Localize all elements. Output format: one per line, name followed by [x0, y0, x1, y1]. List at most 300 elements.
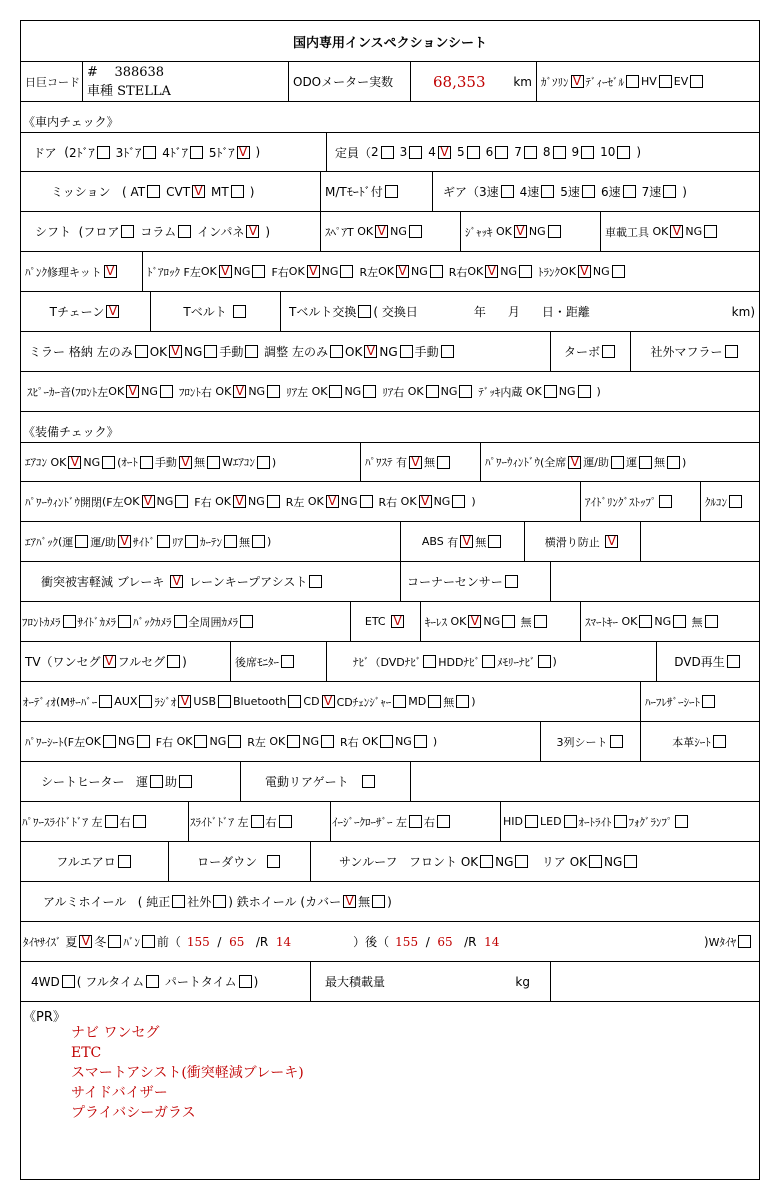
sp-deck-label: ﾃﾞｯｷ内蔵	[478, 385, 523, 399]
power-seat-label: ﾊﾟﾜｰｼｰﾄ	[25, 735, 64, 749]
sh-pass-label: 助	[165, 775, 178, 789]
cap6-checkbox[interactable]	[495, 146, 508, 159]
w-tire-checkbox[interactable]	[738, 935, 751, 948]
aircon-ng-checkbox[interactable]	[102, 456, 115, 469]
cover-checkbox[interactable]	[343, 895, 356, 908]
rear-gate-cell	[241, 762, 411, 801]
pw-dp-checkbox[interactable]	[611, 456, 624, 469]
fold-ok-checkbox[interactable]	[169, 345, 182, 358]
alu-wheel-label: アルミホイール	[43, 895, 127, 909]
paren-close: )	[228, 894, 233, 909]
autolight-label: ｵｰﾄﾗｲﾄ	[578, 815, 612, 829]
mirror-label: ミラー	[29, 345, 66, 359]
year-label: 年	[473, 305, 486, 319]
change-date-label: 交換日	[381, 305, 418, 319]
dl-rl-ng[interactable]	[430, 265, 443, 278]
ab-side-label: ｻｲﾄﾞ	[133, 535, 156, 549]
smartkey-ng-checkbox[interactable]	[673, 615, 686, 628]
tools-ok-checkbox[interactable]	[670, 225, 683, 238]
at-checkbox[interactable]	[147, 185, 160, 198]
ps-rr-ok[interactable]	[380, 735, 393, 748]
paren-open: (	[64, 145, 69, 159]
parttime-checkbox[interactable]	[239, 975, 252, 988]
wheel-none-checkbox[interactable]	[372, 895, 385, 908]
smartkey-ng-label: NG	[654, 615, 672, 628]
dl-rl-ok[interactable]	[396, 265, 409, 278]
doorlock-label: ﾄﾞｱﾛｯｸ	[147, 265, 180, 279]
hid-checkbox[interactable]	[525, 815, 538, 828]
ec-left-checkbox[interactable]	[409, 815, 422, 828]
gear7-checkbox[interactable]	[663, 185, 676, 198]
cap4-checkbox[interactable]	[438, 146, 451, 159]
tbelt-cell	[151, 292, 281, 331]
paren-close: )	[182, 654, 187, 669]
fold-left-checkbox[interactable]	[135, 345, 148, 358]
ps-fl-ng[interactable]	[137, 735, 150, 748]
floor-checkbox[interactable]	[121, 225, 134, 238]
stock-no: 388638	[114, 64, 165, 80]
jack-ng-label: NG	[528, 225, 546, 238]
fuel-hv-checkbox[interactable]	[659, 75, 672, 88]
sunroof-rear-ok-checkbox[interactable]	[589, 855, 602, 868]
sp-deck-ng[interactable]	[578, 385, 591, 398]
keyless-none-checkbox[interactable]	[534, 615, 547, 628]
aircon-manual-label: 手動	[154, 456, 177, 469]
oneseg-label: ワンセグ	[52, 655, 101, 669]
ec-right-label: 右	[424, 815, 435, 829]
side-camera-label: ｻｲﾄﾞｶﾒﾗ	[77, 615, 116, 629]
tchain-cell	[21, 292, 151, 331]
keyless-ok-checkbox[interactable]	[468, 615, 481, 628]
pw-d-label: 運	[626, 456, 638, 469]
winter-checkbox[interactable]	[108, 935, 121, 948]
ab-none-label: 無	[239, 535, 251, 549]
audio-bt-label: Bluetooth	[233, 695, 287, 708]
idlestop-checkbox[interactable]	[659, 495, 672, 508]
sp-fr-ng[interactable]	[267, 385, 280, 398]
cap8-checkbox[interactable]	[553, 146, 566, 159]
side-camera-checkbox[interactable]	[118, 615, 131, 628]
cap5-checkbox[interactable]	[467, 146, 480, 159]
spare-ng-checkbox[interactable]	[409, 225, 422, 238]
navi-hdd-checkbox[interactable]	[482, 655, 495, 668]
adjust-left-checkbox[interactable]	[330, 345, 343, 358]
ab-side-checkbox[interactable]	[157, 535, 170, 548]
sp-rr-ok[interactable]	[426, 385, 439, 398]
cap2-checkbox[interactable]	[381, 146, 394, 159]
pwo-rl-label: R左	[285, 495, 305, 509]
aircon-none-checkbox[interactable]	[207, 456, 220, 469]
aero-cell	[21, 842, 169, 881]
door3-checkbox[interactable]	[143, 146, 156, 159]
paren-open: (	[63, 735, 68, 748]
gear3-checkbox[interactable]	[501, 185, 514, 198]
gear-label: ギア（	[443, 185, 480, 199]
jack-ok-checkbox[interactable]	[514, 225, 527, 238]
dl-trunk-ng[interactable]	[612, 265, 625, 278]
ab-rear-checkbox[interactable]	[185, 535, 198, 548]
pr-item: スマートアシスト(衝突軽減ブレーキ)	[71, 1065, 304, 1081]
sd-left-checkbox[interactable]	[251, 815, 264, 828]
idlestop-cell	[581, 482, 701, 521]
jack-ng-checkbox[interactable]	[548, 225, 561, 238]
audio-label: ｵｰﾃﾞｨｵ	[23, 695, 56, 709]
cap7-checkbox[interactable]	[524, 146, 537, 159]
pwo-fr-ok[interactable]	[233, 495, 246, 508]
dl-fr-ng[interactable]	[340, 265, 353, 278]
lanekeep-checkbox[interactable]	[309, 575, 322, 588]
psd-left-checkbox[interactable]	[105, 815, 118, 828]
pwo-rr-ng[interactable]	[452, 495, 465, 508]
sp-rl-ng[interactable]	[363, 385, 376, 398]
rear-monitor-cell	[231, 642, 327, 681]
sh-pass-checkbox[interactable]	[179, 775, 192, 788]
aircon-none-label: 無	[193, 456, 205, 469]
aftermarket-checkbox[interactable]	[213, 895, 226, 908]
paren-close: )	[471, 495, 476, 508]
dl-rr-ok[interactable]	[485, 265, 498, 278]
floor-label: フロア	[83, 225, 120, 239]
van-label: ﾊﾞﾝ	[123, 935, 140, 949]
stock-no-label: #	[87, 64, 98, 80]
smartkey-none-checkbox[interactable]	[705, 615, 718, 628]
dl-trunk-ok[interactable]	[578, 265, 591, 278]
autolight-checkbox[interactable]	[614, 815, 627, 828]
smartkey-label: ｽﾏｰﾄｷｰ	[585, 615, 618, 629]
fold-ng-checkbox[interactable]	[204, 345, 217, 358]
aircon-ok-checkbox[interactable]	[68, 456, 81, 469]
dl-fr-label: F右	[271, 265, 289, 279]
seat-heater-blank	[411, 762, 759, 801]
led-checkbox[interactable]	[564, 815, 577, 828]
rear-monitor-checkbox[interactable]	[281, 655, 294, 668]
door4-checkbox[interactable]	[190, 146, 203, 159]
transmission-cell	[21, 172, 321, 211]
audio-radio-checkbox[interactable]	[178, 695, 191, 708]
inpane-checkbox[interactable]	[246, 225, 259, 238]
at-label: AT	[130, 184, 146, 199]
gear5-checkbox[interactable]	[582, 185, 595, 198]
collision-blank	[551, 562, 759, 601]
aircon-manual-checkbox[interactable]	[179, 456, 192, 469]
paren-close: )	[596, 385, 601, 398]
around-camera-checkbox[interactable]	[240, 615, 253, 628]
gear3-label: 3速	[479, 185, 499, 199]
adjust-left-label: 左のみ	[292, 345, 329, 359]
adjust-ok-checkbox[interactable]	[364, 345, 377, 358]
lowdown-checkbox[interactable]	[267, 855, 280, 868]
keyless-ng-checkbox[interactable]	[502, 615, 515, 628]
aircon-cell	[21, 443, 361, 481]
puncture-kit-checkbox[interactable]	[104, 265, 117, 278]
power-seat-cell: ﾊﾟﾜｰｼｰﾄ ( F左 OK NG F右 OK NG R左 OK NG R右 OK NG )	[21, 722, 541, 761]
audio-usb-checkbox[interactable]	[218, 695, 231, 708]
aftermarket-label: 社外	[187, 895, 212, 909]
paren-close: )	[471, 695, 476, 708]
fog-label: ﾌｫｸﾞﾗﾝﾌﾟ	[628, 815, 673, 829]
seat-heater-label: シートヒーター	[41, 775, 125, 789]
paren-open: (	[373, 304, 379, 319]
mirror-cell	[21, 332, 551, 371]
sp-rr-ng[interactable]	[459, 385, 472, 398]
fuel-ev-checkbox[interactable]	[690, 75, 703, 88]
door2-label: 2ﾄﾞｱ	[68, 145, 95, 160]
smartkey-cell	[581, 602, 759, 641]
tchain-checkbox[interactable]	[106, 305, 119, 318]
mirror-row	[21, 332, 759, 372]
steel-wheel-label: 鉄ホイール	[236, 895, 297, 909]
wheel-none-label: 無	[358, 895, 371, 909]
pw-none-label: 無	[654, 456, 666, 469]
pwo-fl-ok[interactable]	[142, 495, 155, 508]
pw-all-checkbox[interactable]	[568, 456, 581, 469]
pw-none-checkbox[interactable]	[667, 456, 680, 469]
paren-close: )	[682, 455, 687, 469]
r-label: /R	[255, 934, 269, 949]
fuel-hv-label: HV	[641, 75, 657, 88]
audio-mserver-checkbox[interactable]	[99, 695, 112, 708]
psd-right-checkbox[interactable]	[133, 815, 146, 828]
corner-sensor-checkbox[interactable]	[505, 575, 518, 588]
odo-cell	[411, 62, 537, 101]
fold-manual-checkbox[interactable]	[245, 345, 258, 358]
ab-rear-label: ﾘｱ	[172, 535, 184, 549]
ps-no-label: 無	[424, 456, 435, 469]
leather-label: 本革ｼｰﾄ	[672, 735, 711, 749]
pw-open-row	[21, 482, 759, 522]
gear6-checkbox[interactable]	[623, 185, 636, 198]
airbag-row	[21, 522, 759, 562]
cap8-label: 8	[542, 145, 551, 159]
muffler-checkbox[interactable]	[725, 345, 738, 358]
paren-close: )	[636, 145, 642, 159]
mt-mode-label: M/Tﾓｰﾄﾞ付	[325, 185, 383, 199]
sunroof-cell	[311, 842, 759, 881]
fourwd-checkbox[interactable]	[62, 975, 75, 988]
pwo-fr-ng[interactable]	[267, 495, 280, 508]
ps-fl-ok[interactable]	[103, 735, 116, 748]
rear-width: 155	[395, 934, 419, 949]
power-slide-label: ﾊﾟﾜｰｽﾗｲﾄﾞﾄﾞｱ	[22, 815, 88, 829]
sh-driver-checkbox[interactable]	[150, 775, 163, 788]
puncture-kit-label: ﾊﾟﾝｸ修理キット	[25, 265, 102, 279]
cap5-label: 5	[456, 145, 465, 159]
sp-fl-ok[interactable]	[126, 385, 139, 398]
fold-ok-label: OK	[149, 344, 168, 359]
collision-checkbox[interactable]	[170, 575, 183, 588]
easy-closer-cell	[331, 802, 501, 841]
jack-ok-label: OK	[496, 225, 512, 238]
pwo-rr-label: R右	[378, 495, 398, 509]
audio-bt-checkbox[interactable]	[288, 695, 301, 708]
max-load-cell	[311, 962, 551, 1001]
fog-checkbox[interactable]	[675, 815, 688, 828]
collision-label: 衝突被害軽減 ブレーキ	[41, 575, 165, 589]
navi-dvd-checkbox[interactable]	[423, 655, 436, 668]
ps-rr-ng[interactable]	[414, 735, 427, 748]
paren-close: )	[552, 655, 557, 668]
ab-none-checkbox[interactable]	[252, 535, 265, 548]
audio-md-checkbox[interactable]	[428, 695, 441, 708]
rear-gate-checkbox[interactable]	[362, 775, 375, 788]
mt-mode-checkbox[interactable]	[385, 185, 398, 198]
half-leather-checkbox[interactable]	[702, 695, 715, 708]
dl-fl-ok[interactable]	[219, 265, 232, 278]
abs-yes-checkbox[interactable]	[460, 535, 473, 548]
cap10-checkbox[interactable]	[617, 146, 630, 159]
ps-rl-label: R左	[247, 735, 266, 749]
powersteering-label: ﾊﾟﾜｽﾃ	[365, 456, 393, 469]
sunroof-rear-ng-checkbox[interactable]	[624, 855, 637, 868]
sunroof-front-label: フロント	[408, 855, 457, 869]
ps-no-checkbox[interactable]	[437, 456, 450, 469]
sp-rr-label: ﾘｱ右	[382, 385, 405, 399]
sunroof-front-ok-label: OK	[460, 854, 479, 869]
skid-checkbox[interactable]	[605, 535, 618, 548]
ps-fr-ok[interactable]	[194, 735, 207, 748]
gear7-label: 7速	[641, 185, 662, 199]
ps-rr-label: R右	[340, 735, 359, 749]
adjust-ng-checkbox[interactable]	[400, 345, 413, 358]
sp-fl-ng[interactable]	[160, 385, 173, 398]
tbelt-change-checkbox[interactable]	[358, 305, 371, 318]
aircon-ok-label: OK	[50, 455, 67, 469]
sunroof-rear-ok-label: OK	[569, 854, 588, 869]
cap9-label: 9	[571, 145, 580, 159]
ec-right-checkbox[interactable]	[437, 815, 450, 828]
inspection-sheet	[20, 20, 760, 1180]
pwo-fl-label: F左	[106, 495, 124, 509]
paren-close: )	[255, 145, 261, 159]
paren-close: )	[249, 184, 255, 199]
rear-monitor-label: 後席ﾓﾆﾀｰ	[235, 655, 279, 669]
ps-rl-ng[interactable]	[321, 735, 334, 748]
paren-open: (	[56, 695, 61, 708]
sd-right-checkbox[interactable]	[279, 815, 292, 828]
paren-close: )	[703, 934, 709, 949]
dvd-play-cell	[657, 642, 759, 681]
sunroof-front-ok-checkbox[interactable]	[480, 855, 493, 868]
audio-cdchanger-checkbox[interactable]	[393, 695, 406, 708]
navi-memory-checkbox[interactable]	[538, 655, 551, 668]
lowdown-label: ローダウン	[197, 855, 258, 869]
ab-dp-checkbox[interactable]	[118, 535, 131, 548]
wheel-row	[21, 882, 759, 922]
tools-ng-checkbox[interactable]	[704, 225, 717, 238]
rear-diameter: 14	[484, 934, 500, 949]
dl-fl-ng[interactable]	[252, 265, 265, 278]
paren-open: (	[137, 894, 143, 909]
dl-rr-ng[interactable]	[519, 265, 532, 278]
adjust-manual-checkbox[interactable]	[441, 345, 454, 358]
camera-cell	[21, 602, 351, 641]
navi-hdd-label: HDDﾅﾋﾞ	[438, 655, 480, 669]
pwo-rr-ok[interactable]	[419, 495, 432, 508]
column-checkbox[interactable]	[178, 225, 191, 238]
tbelt-checkbox[interactable]	[233, 305, 246, 318]
ab-curtain-checkbox[interactable]	[224, 535, 237, 548]
speaker-row	[21, 372, 759, 412]
slide-door-row	[21, 802, 759, 842]
keyless-label: ｷｰﾚｽ	[425, 615, 447, 629]
ps-yes-checkbox[interactable]	[409, 456, 422, 469]
tbelt-change-label: Tベルト交換	[289, 305, 357, 319]
etc-checkbox[interactable]	[391, 615, 404, 628]
audio-cd-checkbox[interactable]	[322, 695, 335, 708]
aircon-auto-checkbox[interactable]	[140, 456, 153, 469]
fuel-gasoline-checkbox[interactable]	[571, 75, 584, 88]
lanekeep-label: レーンキープアシスト	[189, 575, 308, 589]
pwo-rl-ng[interactable]	[360, 495, 373, 508]
door2-checkbox[interactable]	[97, 146, 110, 159]
pwo-rl-ok[interactable]	[326, 495, 339, 508]
fuel-diesel-checkbox[interactable]	[626, 75, 639, 88]
audio-cell	[21, 682, 641, 721]
fullseg-checkbox[interactable]	[167, 655, 180, 668]
sp-fr-ok[interactable]	[233, 385, 246, 398]
audio-none-checkbox[interactable]	[456, 695, 469, 708]
summer-checkbox[interactable]	[79, 935, 92, 948]
cap3-checkbox[interactable]	[409, 146, 422, 159]
gear4-checkbox[interactable]	[541, 185, 554, 198]
front-width: 155	[186, 934, 210, 949]
cap9-checkbox[interactable]	[581, 146, 594, 159]
ab-driver-checkbox[interactable]	[75, 535, 88, 548]
mt-checkbox[interactable]	[231, 185, 244, 198]
oneseg-checkbox[interactable]	[103, 655, 116, 668]
audio-aux-checkbox[interactable]	[139, 695, 152, 708]
dvd-play-checkbox[interactable]	[727, 655, 740, 668]
paren-open: (	[117, 455, 122, 469]
ps-fr-ng[interactable]	[228, 735, 241, 748]
turbo-checkbox[interactable]	[602, 345, 615, 358]
sp-rl-ok[interactable]	[329, 385, 342, 398]
spare-ok-checkbox[interactable]	[375, 225, 388, 238]
aircon-w-checkbox[interactable]	[257, 456, 270, 469]
keyless-ng-label: NG	[483, 615, 501, 628]
van-checkbox[interactable]	[142, 935, 155, 948]
paren-open: (	[300, 894, 306, 909]
pw-d-checkbox[interactable]	[639, 456, 652, 469]
puncture-cell	[21, 252, 143, 291]
genuine-checkbox[interactable]	[172, 895, 185, 908]
third-row-checkbox[interactable]	[610, 735, 623, 748]
dl-fr-ok[interactable]	[307, 265, 320, 278]
pwo-fl-ng[interactable]	[175, 495, 188, 508]
full-aero-checkbox[interactable]	[118, 855, 131, 868]
airbag-label: ｴｱﾊﾞｯｸ	[25, 535, 58, 549]
cap10-label: 10	[600, 145, 616, 159]
fourwd-label: 4WD	[31, 974, 60, 989]
sunroof-front-ng-checkbox[interactable]	[515, 855, 528, 868]
abs-no-checkbox[interactable]	[488, 535, 501, 548]
cruise-checkbox[interactable]	[729, 495, 742, 508]
back-camera-checkbox[interactable]	[174, 615, 187, 628]
door5-checkbox[interactable]	[237, 146, 250, 159]
summer-label: 夏	[65, 935, 78, 949]
cvt-checkbox[interactable]	[192, 185, 205, 198]
ps-rl-ok[interactable]	[287, 735, 300, 748]
aircon-ng-label: NG	[83, 455, 101, 469]
smartkey-ok-checkbox[interactable]	[639, 615, 652, 628]
leather-checkbox[interactable]	[713, 735, 726, 748]
fulltime-checkbox[interactable]	[146, 975, 159, 988]
navi-cell	[327, 642, 657, 681]
front-camera-checkbox[interactable]	[63, 615, 76, 628]
sp-deck-ok[interactable]	[544, 385, 557, 398]
tchain-label: Tチェーン	[49, 305, 105, 319]
collision-row	[21, 562, 759, 602]
